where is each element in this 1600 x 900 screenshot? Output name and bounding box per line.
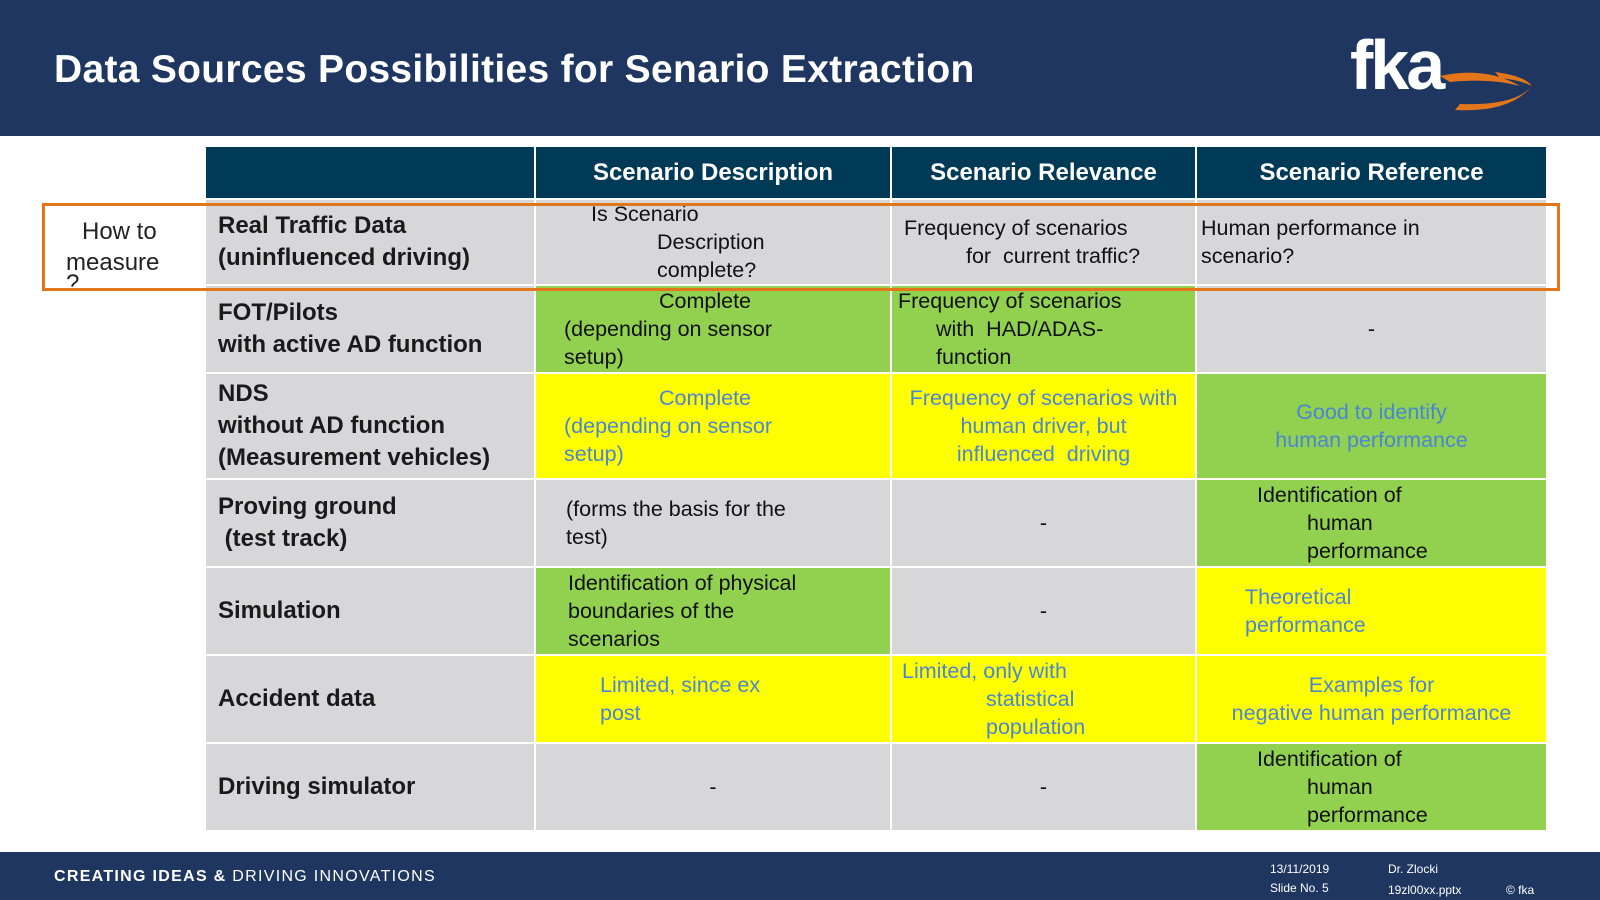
table-header-row — [205, 146, 1547, 199]
cell-line: human — [1307, 511, 1373, 535]
cell-line: human performance — [1275, 428, 1468, 452]
row-header-line: without AD function — [218, 412, 446, 439]
row-header-line: Real Traffic Data — [218, 212, 407, 239]
slogan-amp: & — [207, 868, 233, 885]
footer-copyright: © fka — [1506, 883, 1535, 897]
table-cell — [1196, 655, 1547, 743]
row-header — [205, 655, 535, 743]
cell-line: - — [1039, 775, 1048, 799]
cell-line: Identification of — [1257, 747, 1402, 771]
cell-line: human driver, but — [960, 414, 1127, 438]
row-header-line: Accident data — [218, 685, 376, 712]
how-line-1: How to — [82, 218, 157, 245]
fka-logo — [1350, 26, 1550, 120]
row-header — [205, 567, 535, 655]
table-cell — [535, 479, 891, 567]
row-header-line: with active AD function — [218, 331, 483, 358]
table-cell — [891, 373, 1196, 479]
table-row — [205, 743, 1547, 831]
row-header — [205, 743, 535, 831]
cell-line: human — [1307, 775, 1373, 799]
table-cell — [535, 373, 891, 479]
table-cell — [891, 743, 1196, 831]
cell-line: test) — [566, 525, 608, 549]
footer-filename: 19zl00xx.pptx — [1388, 883, 1462, 897]
cell-line: Frequency of scenarios with — [909, 386, 1178, 410]
cell-line: (forms the basis for the — [566, 497, 786, 521]
footer-author: Dr. Zlocki — [1388, 862, 1439, 876]
row-header-line: FOT/Pilots — [218, 299, 338, 326]
cell-line: performance — [1245, 613, 1366, 637]
slogan-rest: DRIVING INNOVATIONS — [232, 868, 436, 885]
slide-title: Data Sources Possibilities for Senario Extraction — [54, 48, 975, 91]
cell-line: Theoretical — [1245, 585, 1352, 609]
how-to-measure-label — [50, 216, 200, 297]
cell-line: boundaries of the — [568, 599, 735, 623]
how-line-3: ? — [66, 270, 80, 297]
cell-line: setup) — [564, 345, 624, 369]
row-header-line: Proving ground — [218, 493, 397, 520]
table-row — [205, 655, 1547, 743]
table-cell — [1196, 743, 1547, 831]
cell-line: Complete — [659, 289, 752, 313]
footer-slogan — [54, 868, 436, 886]
cell-line: setup) — [564, 442, 624, 466]
cell-line: scenario? — [1201, 244, 1295, 268]
data-sources-table — [204, 145, 1548, 832]
row-header — [205, 479, 535, 567]
header-cell-empty — [205, 146, 535, 199]
cell-line: for current traffic? — [966, 244, 1141, 268]
table-cell — [1196, 199, 1547, 285]
cell-line: negative human performance — [1231, 701, 1512, 725]
table-cell — [1196, 479, 1547, 567]
row-header-line: NDS — [218, 380, 269, 407]
table-body — [205, 199, 1547, 831]
data-sources-table-wrapper — [204, 145, 1548, 832]
cell-line: - — [1039, 511, 1048, 535]
cell-line: Frequency of scenarios — [898, 289, 1122, 313]
header-scenario-description: Scenario Description — [535, 146, 891, 199]
cell-line: Frequency of scenarios — [904, 216, 1128, 240]
cell-line: Description — [657, 230, 765, 254]
cell-line: complete? — [657, 258, 757, 282]
cell-line: Complete — [659, 386, 752, 410]
row-header — [205, 373, 535, 479]
cell-line: performance — [1307, 803, 1428, 827]
table-cell — [891, 199, 1196, 285]
table-row — [205, 479, 1547, 567]
table-cell — [535, 655, 891, 743]
table-cell — [535, 567, 891, 655]
table-row — [205, 199, 1547, 285]
cell-line: Good to identify — [1296, 400, 1447, 424]
cell-line: with HAD/ADAS- — [936, 317, 1104, 341]
table-row — [205, 285, 1547, 373]
cell-line: (depending on sensor — [564, 414, 772, 438]
row-header-line: Simulation — [218, 597, 341, 624]
table-cell — [1196, 567, 1547, 655]
cell-line: Limited, only with — [902, 659, 1067, 683]
table-cell — [891, 655, 1196, 743]
footer-date: 13/11/2019 — [1270, 862, 1330, 876]
cell-line: - — [709, 775, 717, 799]
table-cell — [535, 285, 891, 373]
cell-line: Human performance in — [1201, 216, 1420, 240]
table-cell — [1196, 285, 1547, 373]
slogan-bold: CREATING IDEAS — [54, 868, 208, 885]
header-scenario-relevance: Scenario Relevance — [891, 146, 1196, 199]
table-row — [205, 373, 1547, 479]
row-header-line: (Measurement vehicles) — [218, 444, 491, 471]
cell-line: Is Scenario — [591, 202, 699, 226]
row-header-line: Driving simulator — [218, 773, 416, 800]
cell-line: Limited, since ex — [600, 673, 761, 697]
row-header-line: (uninfluenced driving) — [218, 244, 470, 271]
table-cell — [535, 743, 891, 831]
header-bar — [0, 0, 1600, 136]
table-cell — [535, 199, 891, 285]
cell-line: influenced driving — [956, 442, 1131, 466]
cell-line: Examples for — [1308, 673, 1435, 697]
logo-text: fka — [1350, 26, 1443, 104]
cell-line: (depending on sensor — [564, 317, 772, 341]
cell-line: scenarios — [568, 627, 661, 651]
cell-line: performance — [1307, 539, 1428, 563]
cell-line: Identification of — [1257, 483, 1402, 507]
cell-line: population — [986, 715, 1086, 739]
footer-slide-number: Slide No. 5 — [1270, 881, 1329, 895]
table-cell — [891, 285, 1196, 373]
footer-bar — [0, 852, 1600, 900]
cell-line: Identification of physical — [568, 571, 797, 595]
table-cell — [891, 567, 1196, 655]
cell-line: post — [600, 701, 641, 725]
logo-swoosh-icon — [1440, 58, 1550, 118]
table-cell — [891, 479, 1196, 567]
cell-line: function — [936, 345, 1012, 369]
row-header — [205, 199, 535, 285]
table-cell — [1196, 373, 1547, 479]
cell-line: - — [1367, 317, 1376, 341]
table-row — [205, 567, 1547, 655]
cell-line: - — [1039, 599, 1048, 623]
row-header — [205, 285, 535, 373]
header-scenario-reference: Scenario Reference — [1196, 146, 1547, 199]
row-header-line: (test track) — [218, 525, 348, 552]
how-line-2: measure — [66, 249, 160, 276]
cell-line: statistical — [986, 687, 1075, 711]
